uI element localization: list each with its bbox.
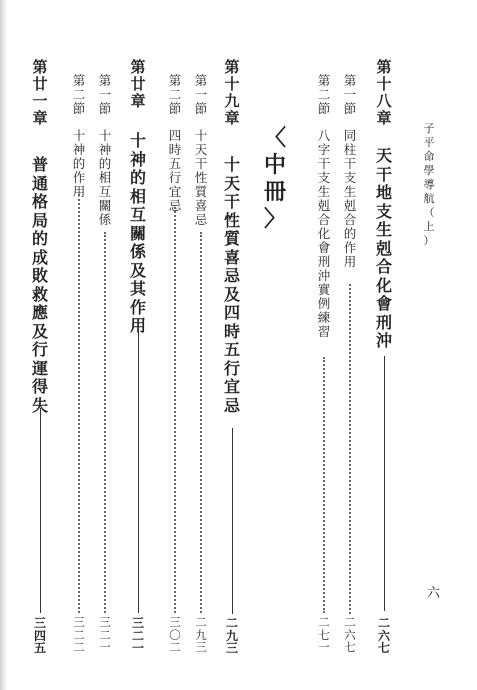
chapter-title: 十 神 的 相 互 關 係 及 其 作 用	[129, 131, 146, 335]
page-number: 六	[427, 586, 441, 601]
section-label: 第 一 節	[98, 73, 112, 116]
chapter-title: 天 干 地 支 生 剋 合 化 會 刑 沖	[375, 146, 392, 350]
chapter-label: 第 廿 一 章	[32, 58, 48, 127]
page-ref: 三 二 一	[131, 616, 144, 655]
page-ref: 三 二 二	[73, 615, 85, 654]
section-label: 第 一 節	[343, 73, 357, 116]
leader-line	[232, 428, 233, 614]
leader-dots	[200, 232, 202, 613]
section-label: 第 二 節	[168, 73, 182, 116]
chapter-title: 十 天 干 性 質 喜 忌 及 四 時 五 行 宜 忌	[223, 155, 240, 415]
leader-dots	[323, 357, 325, 613]
page-ref: 三 四 五	[33, 616, 46, 655]
leader-dots	[78, 194, 80, 613]
section-title: 四 時 五 行 宜 忌	[168, 128, 182, 213]
section-title: 十 天 干 性 質 喜 忌	[194, 128, 208, 227]
section-title: 同 柱 干 支 生 剋 合 的 作 用	[343, 128, 357, 269]
page-ref: 三 〇 二	[169, 615, 181, 654]
leader-dots	[174, 207, 176, 613]
volume-heading: 〈 中 冊 〉	[263, 125, 286, 232]
page-edge-shadow	[0, 0, 8, 690]
chapter-label: 第 廿 章	[130, 58, 146, 110]
section-title: 八 字 干 支 生 剋 合 化 會 刑 沖 實 例 練 習	[317, 128, 331, 339]
page-ref: 三 二 一	[99, 615, 111, 654]
page-ref: 二 七 一	[318, 615, 330, 654]
leader-line	[40, 408, 41, 613]
leader-line	[138, 320, 139, 613]
page-ref: 二 六 七	[344, 615, 356, 654]
running-title: 子 平 命 學 導 航 （ 上 ）	[423, 122, 435, 247]
leader-dots	[349, 284, 351, 614]
leader-dots	[104, 232, 106, 613]
chapter-label: 第 十 八 章	[376, 58, 392, 127]
section-title: 十 神 的 相 互 關 係	[98, 128, 112, 227]
page-ref: 二 六 七	[377, 616, 390, 655]
section-label: 第 二 節	[317, 73, 331, 116]
page-ref: 二 九 三	[225, 616, 238, 655]
section-title: 十 神 的 作 用	[72, 128, 86, 199]
page-ref: 二 九 三	[195, 615, 207, 654]
chapter-title: 普 通 格 局 的 成 敗 救 應 及 行 運 得 失	[31, 155, 48, 415]
section-label: 第 一 節	[194, 73, 208, 116]
leader-line	[384, 356, 385, 611]
chapter-label: 第 十 九 章	[224, 58, 240, 127]
section-label: 第 二 節	[72, 73, 86, 116]
